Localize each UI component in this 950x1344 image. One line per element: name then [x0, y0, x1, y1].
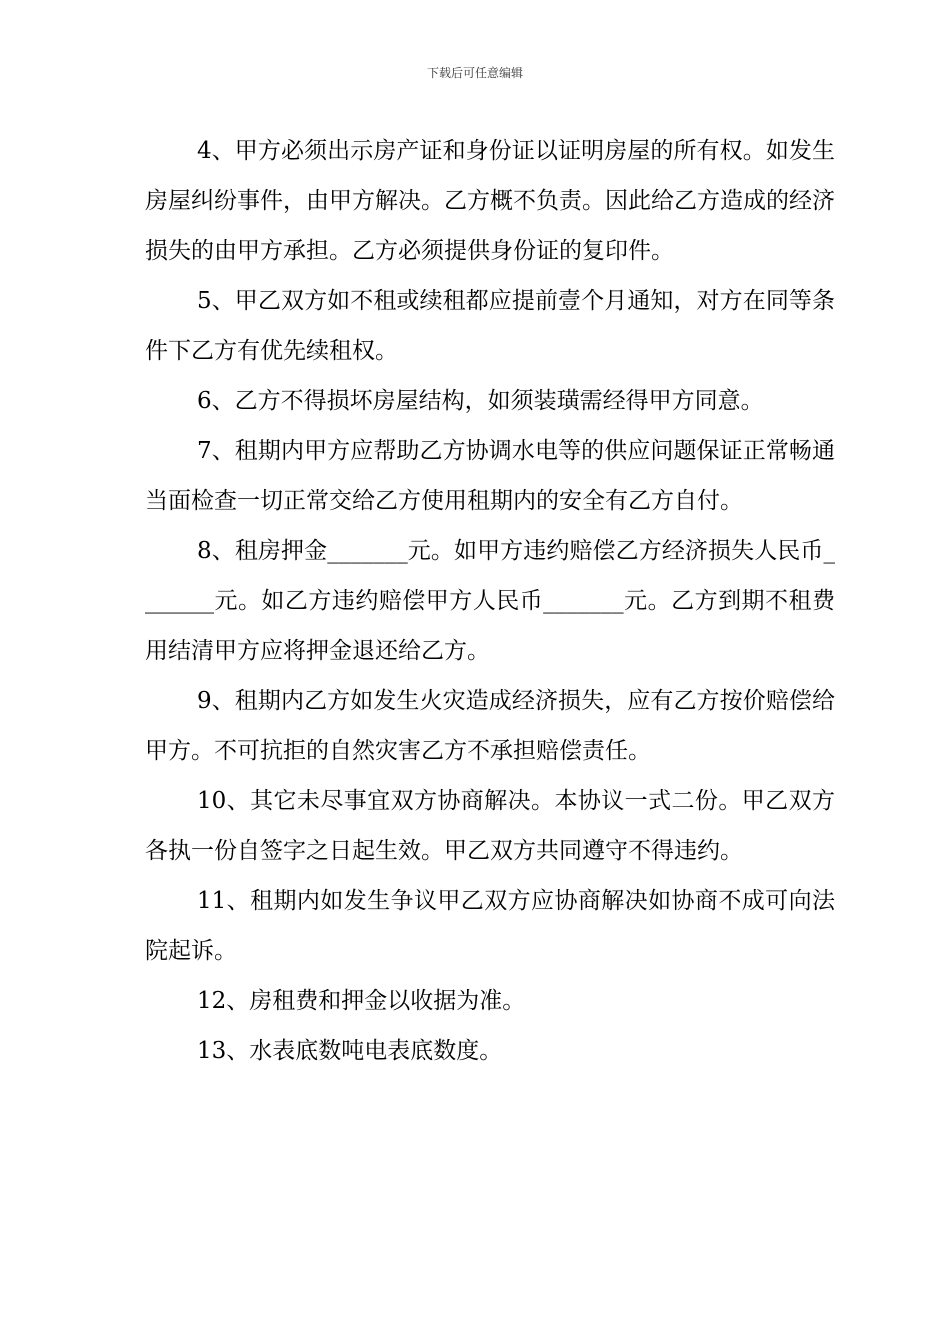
clause-6: 6、乙方不得损坏房屋结构，如须装璜需经得甲方同意。 — [197, 388, 764, 414]
clause-4: 4、甲方必须出示房产证和身份证以证明房屋的所有权。如发生房屋纠纷事件，由甲方解决。乙方概不负责。因此给乙方造成的经济损失的由甲方承担。乙方必须提供身份证的复印件。 — [145, 138, 835, 264]
clause-5: 5、甲乙双方如不租或续租都应提前壹个月通知，对方在同等条件下乙方有优先续租权。 — [145, 288, 835, 364]
page-header: 下载后可任意编辑 — [426, 66, 523, 80]
clause-11: 11、租期内如发生争议甲乙双方应协商解决如协商不成可向法院起诉。 — [145, 888, 835, 964]
clause-13: 13、水表底数吨电表底数度。 — [197, 1038, 503, 1064]
clause-9: 9、租期内乙方如发生火灾造成经济损失，应有乙方按价赔偿给甲方。不可抗拒的自然灾害乙方不承担赔偿责任。 — [145, 688, 835, 764]
clause-7: 7、租期内甲方应帮助乙方协调水电等的供应问题保证正常畅通当面检查一切正常交给乙方使用租期内的安全有乙方自付。 — [145, 438, 835, 514]
clause-12: 12、房租费和押金以收据为准。 — [197, 988, 526, 1014]
document-body — [145, 126, 835, 1076]
clause-10: 10、其它未尽事宜双方协商解决。本协议一式二份。甲乙双方各执一份自签字之日起生效。甲乙双方共同遵守不得违约。 — [145, 788, 835, 864]
clause-8: 8、租房押金_______元。如甲方违约赔偿乙方经济损失人民币_______元。如乙方违约赔偿甲方人民币_______元。乙方到期不租费用结清甲方应将押金退还给乙方。 — [145, 538, 835, 664]
